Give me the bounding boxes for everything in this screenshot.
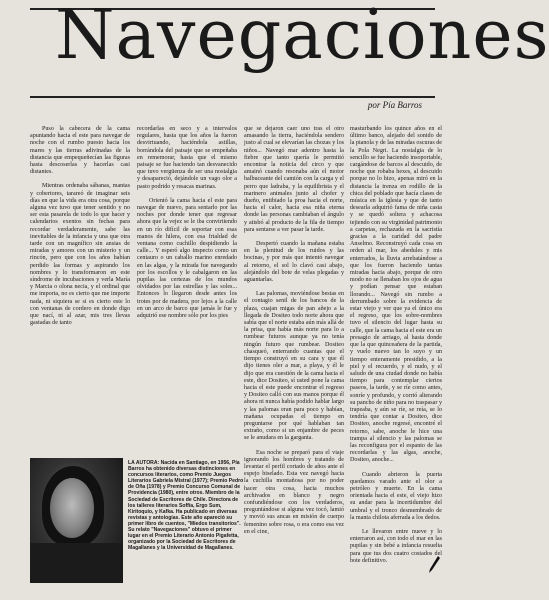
- text-column-3: [244, 126, 344, 586]
- author-photo: [30, 458, 123, 583]
- text-column-4: [350, 126, 442, 564]
- author-face: [50, 478, 94, 538]
- quill-pen-icon: [428, 556, 440, 574]
- paragraph: Esa noche se preparó para el viaje ignorando los hombres y tratando de levantar el perfil cortado de años ante el espejo biselado. Esta vez navegó hacia la cuchilla montañosa por no poder hacer otra cosa, hacia muchos archivados en blanco y negro confundiéndose con los verdaderos, preguntándose si alguna vez tocó, lamió y movió sus ancas en misión de cuerpo femenino sobre rosa, o era como esa vez en el cine,: [244, 449, 344, 535]
- author-shoulders: [30, 543, 123, 583]
- paragraph: Le llevaron entre nueve y lo enterraron así, con todo el mar en las pupilas y sin bebé a infancia resuelta para que tus dos cuatro costados del bote definitivo.: [350, 528, 442, 564]
- paragraph: masturbando los quince años en el último banco, alejado del sonido de la pianola y de las miradas oscuras de la Pola Negri. La nostalgia de lo sencillo se fue haciendo insoportable, cargándose de barcos al descuido, de noche que robaba hexes, al descuido porque no lo hizo, apenas miró en la distancia la trenza en rodillo de la chica del poblado que hacía clases de música en la iglesia y que de tanto desearla adquirió fama de niña casta y se quedó soltera y achacosa tejiendo con su virginidad patrimonio a carpetas, rechazada en la sacristía gracias a la caridad del padre Anselmo. Reconstruyó cada cosa en orden al mar, los abedules y mis enterrados, la lluvia arrebatándose a que los fueron haciendo tantas miradas hacia abajo, porque de otro modo no se llenaban los ojos de agua y podían pensar que estaban llorando... Navegó sin rumbo a derrumbado sobre la evidencia de estar viejo y ver que ya el único era el regreso, que los sobre-nombres tuvo el silencio del lugar hasta su calle, que la cama hacia el este era un presagio de arriago, al hasta donde que la que quinceañera de la partida, y vuelo nuevo tan lo suyo y un tiempo enteramente presidido, a la piel y el recuerdo, y el nudo, y el saludo de una ciudad donde no había tiempo para contemplar ciertos paseos, la tarde, y se ríe como antes, sonríe y profundo, y corrió alterando su pancho de niño para no traspasar y trapeaba, y aún se ríe, se reía, se lo tendría que contar a Dositeo, dice Dositeo, anoche regresé, encontré el retorno, sabe, anoche le hice una trampa al silencio y las palomas se las reconfigura por el espanto de las recordarlas y las algas, anoche, Dositeo, anoche...: [350, 126, 442, 464]
- text-column-1: [30, 126, 130, 454]
- paragraph: Puso la cabecera de la cama apuntando hacia el este para navegar de noche con el rumbo puesto hacia los mares y las tierras adivinadas de la distancia que empequeñecían las figuras hasta descoserlas y hacerlas casi distantes.: [30, 126, 130, 176]
- paragraph: que se dejaron caer uno tras el otro amasando la tierra, haciéndola sendero justo al cual se elevarían las chozas y los niños... Navegó mar adentro hasta la fiebre que tanto quería le permitió encontrar la noticia del circo y que amainó cuando resonaba aún el motor balbuceante del camión con la carga y el perro que ladraba, y la equilibrista y el marinero animales junto al chofer y dueño, entibiado la proa hacia el norte, hacia el calor, hacia esa niña eterna donde las personas cambiaban el ángulo y atisbó al producto de la fila de tiempo para sentarse a ver pasar la tarde.: [244, 126, 344, 233]
- paragraph: Las palomas, moviéndose bestas en el contagio senil de los bancos de la plaza, cuajan migas de pan añejo a la llegada de Dositeo todo norte ahora que sabía que el norte estaba aún más allá de la prisa, que había más norte para lo a rumbear futuros aunque ya no tenía ningún futuro que rumbear. Dositeo chasqueó, enterrando cuantas que el tiempo construyó en su cara y que él dijo tienes oler a mar, a playa, y él le dijo que era cuestión de la cama hacia el este, dice Dositeo, sí usted pone la cama hacia el este puede encontrar el regreso y Dositeo calló con sus manos porque él ahora ni nunca había podido hablar largo y las palomas eran para poco y habían, mañana ocupadas el tiempo en preguntarse por qué hablaban tan extraño, como si un enjambre de peces se le anudara en la garganta.: [244, 291, 344, 442]
- paragraph: Despertó cuando la mañana estaba en la plenitud de los ruidos y las bocinas, y por más que intentó navegar al retorno, el sol lo clavó casi abajo, alejándolo del bote de velas plegadas y aguantarlas.: [244, 241, 344, 284]
- text-column-2: [137, 126, 237, 454]
- title-rule: [30, 96, 435, 98]
- paragraph: recordarlas en seco y a intervalos regulares, hasta que los años la fueron desvirtuando, haciéndola astillas, borrándola del paisaje que se empeñaba en rememorar, hasta que el mismo paisaje se fue haciendo tan desvanecido que tuvo vergüenza de ser una nostalgia y desapareció, dejándole un vago olor a pasto podrido y resacas marinas.: [137, 126, 237, 190]
- paragraph: Mientras ordenaba sábanas, mantas y cobertores, tarareó de imaginar seis días en que la vida era otra cosa, porque alguna vez tuvo que tener sentido y no ser esta pasarela de todo lo que hacer y calendarios exentos sin fechas para recordar verdaderamente, sabe las inevitables de la infancia y una que otra tarde con un magnífico sin ansias de miradas y amores con un misterio y un rincón, pero que con los años habían perdido las formas y aspirando los nombres y lo transformaron en este síndrome de incubaciones y verla María y Marcia o olona necia, y el ordinal que me importa, no es cierto que me importe nada, ni siquiera se si es cierto este lo con ventanas de cordero en donde digo que nací, ni al azar, mis tres llevas gastadas de tanto: [30, 183, 130, 327]
- author-box: [30, 458, 245, 583]
- paragraph: Cuando abrieron la puerta quedamos varado ante el olor a petróleo y muerte. En la cama orientada hacia el este, el viejo hizo su andar para la incertidumbre del umbral y el tronco desmembrado de la manta chilota aferrada a los dedos.: [350, 471, 442, 521]
- paragraph: Orientó la cama hacia el este para navegar de nuevo, para sentarlo por las noches por donde tener que regresar ahora que la vejez se le iba convirtiendo en un río difícil de soportar con esas manos de hilera, con esa frialdad de ventana como cuchillo despidiendo la calle... Y esperó algo inspecto como un centauro o un caballo marino enredado en las algas, y la mirada fue navegando por los escollos y le cabalgaron en las pupilas las certezas de los mundos olvidados por las estrellas y las soles... Entonces lo llegaron desde antes los trotes por de madera, por lejos a la calle en un arco de barco que jamás le fue y adquirió ese nombre sólo por los pies: [137, 197, 237, 320]
- author-caption: LA AUTORA: Nacida en Santiago, en 1956, Pía Barros ha obtenido diversas distinciones en concursos literarios, como Premio Juegos Literarios Gabriela Mistral (1977); Premio Pedro de Oña (1978) y Premio Concurso Comunal de Providencia (1980), entre otros. Miembro de la Sociedad de Escritores de Chile. Directora de los talleres literarios Soffía, Ergo Sum, Kiritoquio, y Kafka. Ha publicado en diversas revistas y antologías. Este año apareció su primer libro de cuentos, "Miedos transitorios". Su relato "Navegaciones" obtuvo el primer lugar en el Premio Literario Antonio Pigafetta, organizado por la Sociedad de Escritores de Magallanes y la Universidad de Magallanes.: [128, 460, 244, 552]
- story-title: Navegaciones: [55, 0, 549, 75]
- author-byline: por Pía Barros: [367, 100, 422, 110]
